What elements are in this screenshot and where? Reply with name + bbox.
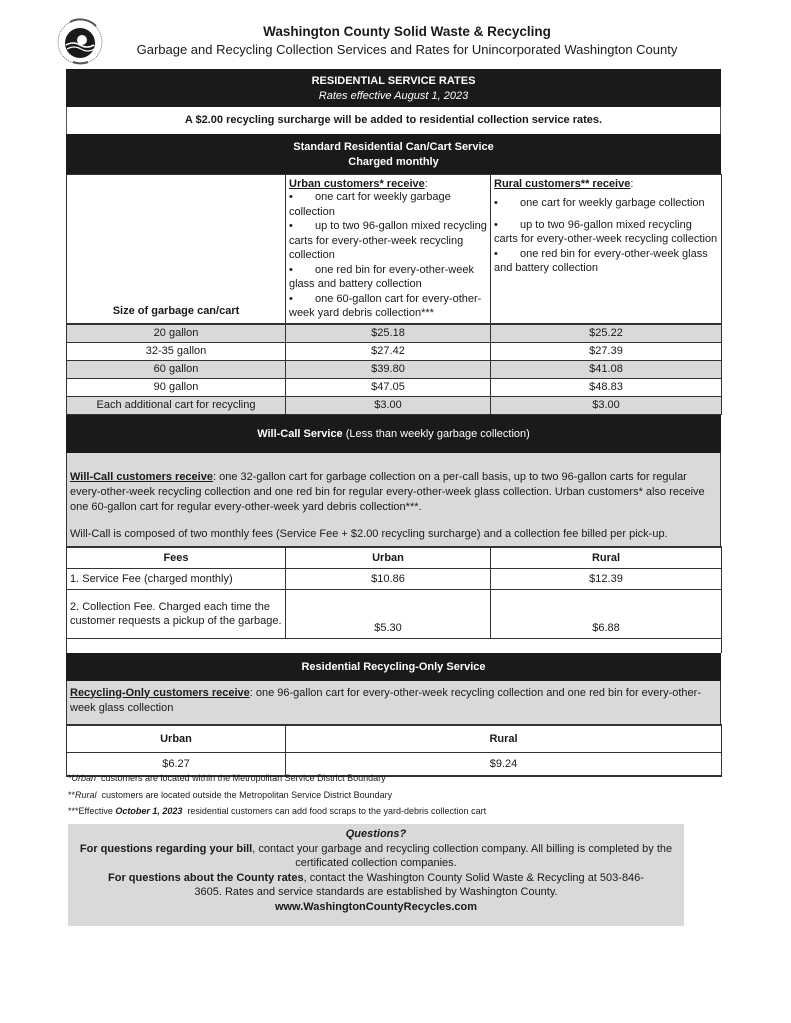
will-call-description [66,453,721,546]
document-title: Washington County Solid Waste & Recycling [263,24,551,39]
table-row [67,342,722,360]
footnote-rural: **Rural customers are located outside the Metropolitan Service District Boundary [68,789,393,800]
rural-fee: $6.88 [491,589,722,638]
recycling-only-lead: Recycling-Only customers receive [70,686,250,699]
spacer-row [67,638,722,653]
urban-receive-cell: Urban customers* receive: • one cart for weekly garbage collection • up to two 96-gallon mixed recycling carts for every-other-week recycling collection • one red bin for every-other-week glass and battery collection • one 60-gallon cart for every-other- week yard debris collection*** [286,175,491,324]
rural-fee: $12.39 [491,568,722,589]
urban-column-header: Urban [67,725,286,753]
table-row [67,589,722,638]
website-link[interactable]: www.WashingtonCountyRecycles.com [274,900,478,913]
fee-label: 2. Collection Fee. Charged each time the customer requests a pickup of the garbage. [67,589,286,638]
urban-rate-cell: $39.80 [286,360,491,378]
document-header [52,18,732,64]
rural-receive-heading: Rural customers** receive [494,178,631,190]
questions-county: For questions about the County rates, contact the Washington County Solid Waste & Recycling at 503-846-3605. Rates and service standards are established by Washington County. [108,871,644,898]
rural-receive-cell: Rural customers** receive: • one cart for weekly garbage collection • up to two 96-gallon mixed recycling carts for every-other-week recycling collection • one red bin for every-other-week glass and battery collection [491,175,722,324]
list-item: • up to two 96-gallon mixed recycling carts for every-other-week recycling collection [494,218,718,245]
will-call-fee-table [66,546,722,653]
table-row [67,360,722,378]
rates-effective-date: Rates effective August 1, 2023 [318,90,469,102]
rural-rate: $9.24 [286,752,722,776]
size-cell: 20 gallon [67,324,286,343]
rural-rate-cell: $3.00 [491,396,722,414]
size-cell: Each additional cart for recycling [67,396,286,414]
will-call-banner [66,415,721,453]
fee-label: 1. Service Fee (charged monthly) [67,568,286,589]
questions-bill: For questions regarding your bill, contact your garbage and recycling collection company. All billing is completed by the certificated collection companies. [79,842,673,869]
rural-column-header: Rural [491,547,722,569]
recycling-only-banner: Residential Recycling-Only Service [66,653,721,681]
rates-sheet [66,69,721,777]
will-call-title-note: (Less than weekly garbage collection) [342,427,530,440]
table-row [67,396,722,414]
urban-rate-cell: $25.18 [286,324,491,343]
table-row [67,324,722,343]
rural-receive-list [494,196,718,276]
list-item: • up to two 96-gallon mixed recycling carts for every-other-week recycling collection [289,220,487,261]
urban-rate-cell: $27.42 [286,342,491,360]
surcharge-notice: A $2.00 recycling surcharge will be added to residential collection service rates. [66,107,721,134]
standard-service-title: Standard Residential Can/Cart Service [293,141,494,153]
size-cell: 90 gallon [67,378,286,396]
table-row [67,568,722,589]
recycling-only-description [66,681,721,724]
footnote-food-scraps: ***Effective October 1, 2023 residential customers can add food scraps to the yard-debris collection cart [68,806,487,816]
rates-banner-title: RESIDENTIAL SERVICE RATES [311,75,476,87]
will-call-composition: Will-Call is composed of two monthly fees (Service Fee + $2.00 recycling surcharge) and a collection fee billed per pick-up. [70,527,668,540]
recycling-only-table [66,724,722,777]
fees-column-header: Fees [67,547,286,569]
table-row [67,378,722,396]
urban-rate-cell: $3.00 [286,396,491,414]
customer-description-row [67,175,722,324]
list-item: • one cart for weekly garbage collection [494,197,705,209]
footnote-urban: *Urban customers are located within the Metropolitan Service District Boundary [68,773,386,783]
size-column-header: Size of garbage can/cart [67,175,286,324]
questions-box [68,824,684,926]
urban-column-header: Urban [286,547,491,569]
list-item: • one red bin for every-other-week glass and battery collection [494,247,708,274]
list-item: • one cart for weekly garbage collection [289,191,451,218]
list-item: • one red bin for every-other-week glass and battery collection [289,263,474,290]
standard-service-table [66,174,722,415]
recycling-only-header-row [67,725,722,753]
urban-receive-list [289,190,487,321]
rural-column-header: Rural [286,725,722,753]
will-call-description-text: : one 32-gallon cart for garbage collection on a per-call basis, up to two 96-gallon carts for regular every-other-week recycling collection and one red bin for regular every-other-week glass collection. Urban customers* also receive one 60-gallon cart for regular every-other-week yard debris collection***. [70,470,705,513]
urban-rate-cell: $47.05 [286,378,491,396]
standard-service-subtitle: Charged monthly [348,156,439,168]
urban-fee: $5.30 [286,589,491,638]
rates-banner [66,69,721,107]
standard-service-banner [66,134,721,174]
will-call-title: Will-Call Service [257,427,343,440]
rural-rate-cell: $27.39 [491,342,722,360]
rural-rate-cell: $41.08 [491,360,722,378]
rural-rate-cell: $25.22 [491,324,722,343]
list-item: • one 60-gallon cart for every-other- week yard debris collection*** [289,292,482,319]
footnotes [68,770,486,820]
size-cell: 32-35 gallon [67,342,286,360]
document-subtitle: Garbage and Recycling Collection Services and Rates for Unincorporated Washington County [136,42,678,57]
will-call-lead: Will-Call customers receive [70,470,213,483]
recycling-only-description-text: : one 96-gallon cart for every-other-week recycling collection and one red bin for every-other-week glass collection [70,686,701,714]
size-cell: 60 gallon [67,360,286,378]
urban-fee: $10.86 [286,568,491,589]
urban-receive-heading: Urban customers* receive [289,178,425,190]
questions-title: Questions? [345,828,407,840]
fee-header-row [67,547,722,569]
rural-rate-cell: $48.83 [491,378,722,396]
urban-rate: $6.27 [67,752,286,776]
